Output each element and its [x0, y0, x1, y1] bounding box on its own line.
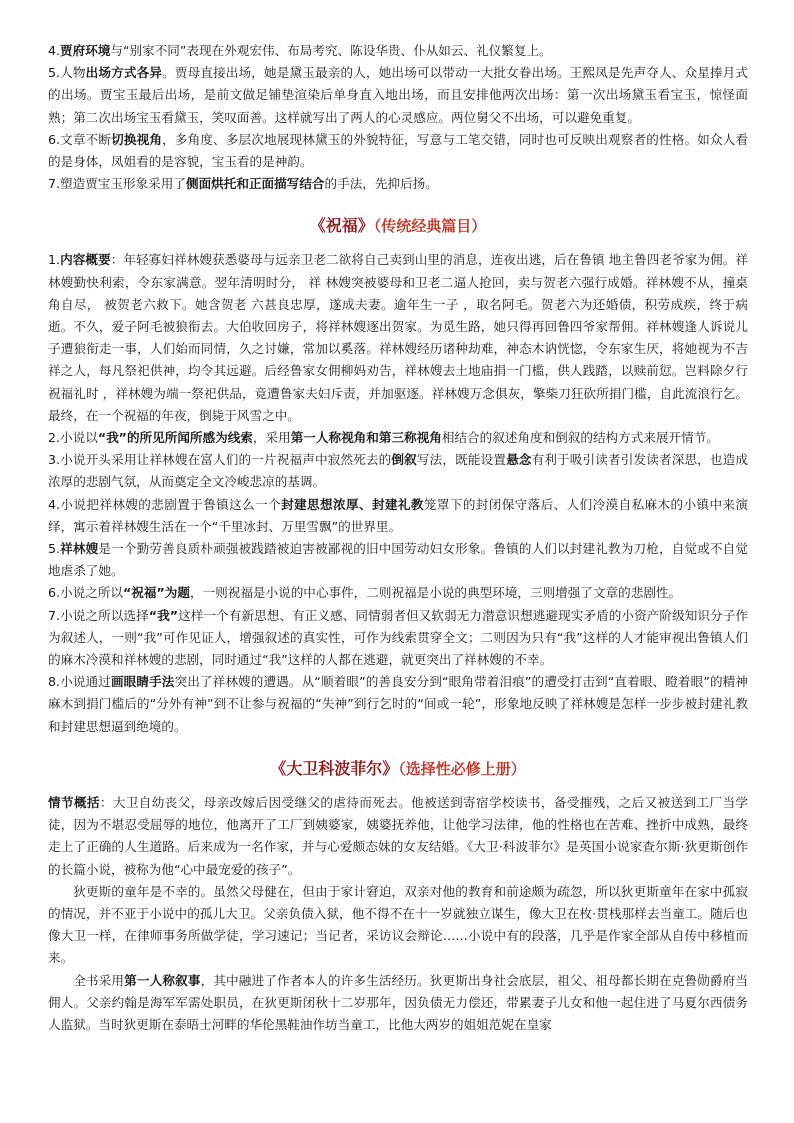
item-keyword: 侧面烘托和正面描写结合	[185, 176, 325, 192]
item-lead: 4.	[48, 43, 61, 58]
item-text: 的手法，先抑后扬。	[324, 176, 438, 192]
item-keyword: 第一人称视角和第三称视角	[290, 430, 442, 446]
item-keyword: “我”的所见所闻所感为线索	[97, 430, 253, 446]
item-text: 笼罩下的封闭保守落后、人们冷漠自私麻木的小镇中来演绎，寓示着祥林嫂生活在一个“千里冰封、万里雪飘”的世界里。	[48, 496, 749, 534]
item-keyword: “我”	[148, 607, 179, 623]
item-keyword: 倒叙	[391, 452, 417, 468]
item-keyword: 祥林嫂	[60, 541, 99, 557]
section-title-zhufu	[48, 215, 748, 237]
section-title-text: 《大卫科波菲尔》	[270, 758, 399, 778]
zhufu-item-8	[48, 671, 748, 738]
item-text: ，采用	[252, 430, 291, 446]
section-subtitle-text: （选择性必修上册）	[398, 759, 526, 778]
item-lead: 7.塑造贾宝玉形象采用了	[48, 176, 186, 192]
item-keyword: 情节概括	[48, 794, 100, 810]
item-keyword: 贾府环境	[60, 43, 111, 58]
document-page	[48, 40, 748, 1036]
item-lead: 4.小说把祥林嫂的悲剧置于鲁镇这么一个	[48, 496, 282, 512]
item-text: ，一则祝福是小说的中心事件，二则祝福是小说的典型环境，三则增强了文章的悲剧性。	[189, 585, 682, 601]
item-keyword: 画眼睛手法	[110, 674, 175, 690]
item-lead: 5.人物	[48, 65, 86, 81]
item-keyword: 出场方式各异	[85, 65, 163, 81]
item-keyword: 第一人称叙事	[124, 972, 201, 988]
item-keyword: 悬念	[506, 452, 532, 468]
zhufu-item-4	[48, 494, 748, 538]
item-keyword: 切换视角	[111, 131, 163, 147]
item-keyword: “祝福”为题	[123, 585, 190, 601]
zhufu-item-1	[48, 249, 748, 427]
david-summary	[48, 792, 748, 881]
item-text: 这样一个有新思想、有正义感、同情弱者但又软弱无力潜意识想逃避现实矛盾的小资产阶级知识分子作为叙述人，一则“我”可作见证人，增强叙述的真实性，可作为线索贯穿全文；二则因为只有“我”这样的人才能审视出鲁镇人们的麻木冷漠和祥林嫂的悲剧，同时通过“我”这样的人都在逃避，就更突出了祥林嫂的不幸。	[48, 607, 748, 668]
section-david	[48, 792, 748, 1036]
item-keyword: 内容概要	[60, 252, 111, 268]
item-lead: 2.小说以	[48, 430, 98, 446]
item-text: 相结合的叙述角度和倒叙的结构方式来展开情节。	[441, 430, 719, 446]
zhufu-item-6	[48, 582, 748, 604]
item-text: ，多角度、多层次地展现林黛玉的外貌特征，写意与工笔交错，同时也可反映出观察者的性格。如众人看的是身体，凤姐看的是容貌，宝玉看的是神韵。	[48, 131, 748, 170]
item-5	[48, 62, 748, 129]
item-7	[48, 173, 748, 195]
section-honglou	[48, 40, 748, 195]
david-narration	[48, 970, 748, 1037]
item-lead: 8.小说通过	[48, 674, 111, 690]
zhufu-item-5	[48, 538, 748, 582]
item-text: 写法，既能设置	[416, 452, 507, 468]
item-lead: 5.	[48, 541, 61, 557]
item-lead: 1.	[48, 252, 61, 268]
item-text: ，其中融进了作者本人的许多生活经历。狄更斯出身社会底层，祖父、祖母都长期在克鲁勋爵府当佣人。父亲约翰是海军军需处职员，在狄更斯闭秋十二岁那年，因负债无力偿还，带累妻子儿女和他一起住进了马夏尔西债务人监狱。当时狄更斯在泰晤士河畔的华伦黑鞋油作坊当童工，比他大两岁的姐姐范妮在皇家	[48, 972, 749, 1032]
item-text: ：年轻寡妇祥林嫂获悉婆母与远亲卫老二欲将自己卖到山里的消息，连夜出逃，后在鲁镇 地主鲁四老爷家为佣。祥林嫂勤快利索，令东家满意。翌年清明时分， 祥 林嫂突被婆母和卫老二逼人抢回，卖与贺老六强行成婚。祥林嫂不从，撞桌角自尽， 被贺老六救下。她含贺老 六甚良忠厚，遂成夫妻。逾年生一子 ，取名阿毛。贺老六为还婚债，积劳成疾，终于病逝。不久，爱子阿毛被狼衔去。大伯收回房子，将祥林嫂逐出贺家。为觅生路，她只得再回鲁四爷家帮佣。祥林嫂逢人诉说儿子遭狼衔走一事，人们始而同情，久之讨嫌，常加以奚落。祥林嫂经历诸种劫难，神态木讷恍惚，令东家生厌，将她视为不吉祥之人，每凡祭祀供神，均令其远避。后经鲁家女佣柳妈劝告，祥林嫂去土地庙捐一门槛，供人践踏，以赎前愆。岂料除夕行祝福礼时 ，祥林嫂为端一祭祀供品，竟遭鲁家夫妇斥责，并加驱逐。祥林嫂万念俱灰，擎柴刀狂砍所捐门槛，自此流浪行乞。最终，在一个祝福的年夜，倒毙于风雪之中。	[48, 252, 748, 423]
zhufu-item-3	[48, 449, 748, 493]
section-subtitle-text: （传统经典篇目）	[373, 217, 487, 236]
item-text: 全书采用	[73, 972, 125, 988]
item-text: 是一个勤劳善良质朴顽强被践踏被迫害被鄙视的旧中国劳动妇女形象。鲁镇的人们以封建礼教为刀枪，自觉或不自觉地虐杀了她。	[48, 541, 749, 579]
section-title-david	[48, 758, 748, 780]
item-text: ：大卫自幼丧父，母亲改嫁后因受继父的虐待而死去。他被送到寄宿学校读书，备受摧残，之后又被送到工厂当学徒，因为不堪忍受屈辱的地位，他离开了工厂到姨婆家，姨婆抚养他，让他学习法律，他的性格也在苦难、挫折中成熟，最终走上了正确的人生道路。后来成为一名作家，并与心爱颇态妹的女友结婚。《大卫·科波菲尔》是英国小说家查尔斯·狄更斯创作的长篇小说，被称为他“心中最宠爱的孩子”。	[48, 794, 749, 877]
zhufu-item-2	[48, 427, 748, 449]
item-lead: 7.小说之所以选择	[48, 607, 149, 623]
section-zhufu	[48, 249, 748, 737]
item-text: 。贾母直接出场，她是黛玉最亲的人，她出场可以带动一大批女眷出场。王熙凤是先声夺人、众星捧月式的出场。贾宝玉最后出场，是前文做足铺垫渲染后单身直入地出场，而且安排他两次出场：第一次出场黛玉看宝玉，惊怪面熟；第二次出场宝玉看黛玉，笑叹面善。这样就写出了两人的心灵感应。两位舅父不出场，可以避免重复。	[48, 65, 749, 125]
item-text: 与“别家不同”表现在外观宏伟、布局考究、陈设华贵、仆从如云、礼仪繁复上。	[110, 43, 552, 58]
section-title-text: 《祝福》	[309, 216, 374, 236]
item-6	[48, 129, 748, 173]
item-4	[48, 40, 748, 62]
zhufu-item-7	[48, 605, 748, 672]
item-lead: 6.小说之所以	[48, 585, 123, 601]
david-childhood: 狄更斯的童年是不幸的。虽然父母健在，但由于家计窘迫，双亲对他的教育和前途颇为疏忽，所以狄更斯童年在家中孤寂的情况，并不亚于小说中的孤儿大卫。父亲负债入狱，他不得不在十一岁就独立谋生，像大卫在枚·贯栈那样去当童工。随后也像大卫一样，在律师事务所做学徒，学习速记；当记者，采访议会辩论……小说中有的段落，几乎是作家全部从自传中移植而来。	[48, 883, 748, 966]
item-lead: 6.文章不断	[48, 131, 112, 147]
item-lead: 3.小说开头采用让祥林嫂在富人们的一片祝福声中寂然死去的	[48, 452, 392, 468]
item-text: 突出了祥林嫂的遭遇。从“顺着眼”的善良安分到“眼角带着泪痕”的遭受打击到“直着眼、瞪着眼”的精神麻木到捐门槛后的“分外有神”到不让参与祝福的“失神”到行乞时的“间或一轮”，形象地反映了祥林嫂是怎样一步步被封建礼教和封建思想逼到绝境的。	[48, 674, 748, 734]
item-text: 有利于吸引读者引发读者深思，也造成浓厚的悲剧气氛，从而奠定全文冷峻悲凉的基调。	[48, 452, 748, 490]
item-keyword: 封建思想浓厚、封建礼教	[281, 496, 424, 512]
